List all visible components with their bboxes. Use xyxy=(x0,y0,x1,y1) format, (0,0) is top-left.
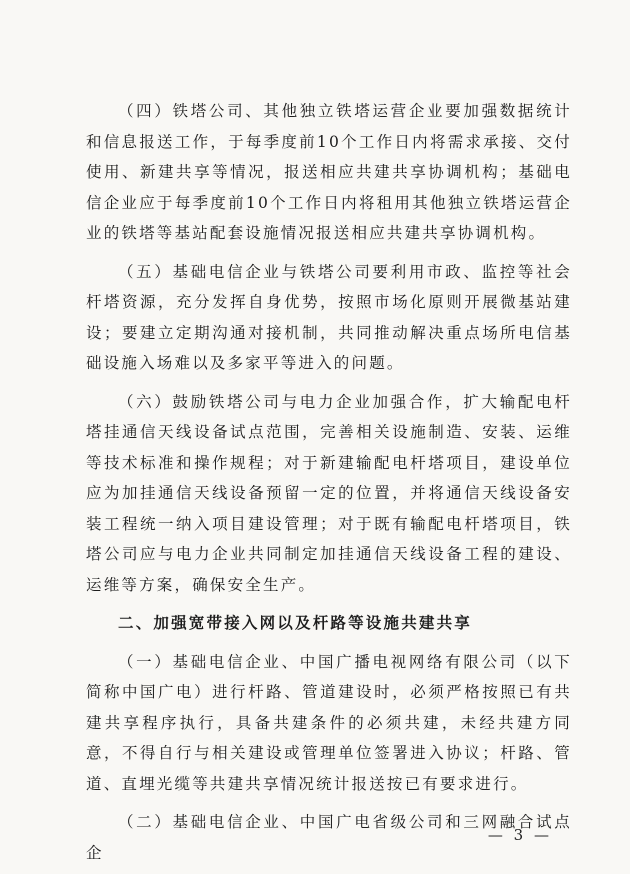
section-paragraph-2: （二）基础电信企业、中国广电省级公司和三网融合试点企 xyxy=(86,813,572,862)
paragraph-6: （六）鼓励铁塔公司与电力企业加强合作，扩大输配电杆塔挂通信天线设备试点范围，完善相关设施制造、安装、运维等技术标准和操作规程；对于新建输配电杆塔项目，建设单位应为加挂通信天线设备预留一定的位置，并将通信天线设备安装工程统一纳入项目建设管理；对于既有输配电杆塔项目，铁塔公司应与电力企业共同制定加挂通信天线设备工程的建设、运维等方案，确保安全生产。 xyxy=(86,392,572,594)
paragraph-4: （四）铁塔公司、其他独立铁塔运营企业要加强数据统计和信息报送工作，于每季度前10个工作日内将需求承接、交付使用、新建共享等情况，报送相应共建共享协调机构；基础电信企业应于每季度前10个工作日内将租用其他独立铁塔运营企业的铁塔等基站配套设施情况报送相应共建共享协调机构。 xyxy=(86,102,572,242)
page-number: — 3 — xyxy=(487,826,552,844)
section-paragraph-1: （一）基础电信企业、中国广播电视网络有限公司（以下简称中国广电）进行杆路、管道建设时，必须严格按照已有共建共享程序执行，具备共建条件的必须共建，未经共建方同意，不得自行与相关建设或管理单位签署进入协议；杆路、管道、直埋光缆等共建共享情况统计报送按已有要求进行。 xyxy=(86,652,572,793)
paragraph-5: （五）基础电信企业与铁塔公司要利用市政、监控等社会杆塔资源，充分发挥自身优势，按照市场化原则开展微基站建设；要建立定期沟通对接机制，共同推动解决重点场所电信基础设施入场难以及多家平等进入的问题。 xyxy=(86,262,572,372)
section-heading: 二、加强宽带接入网以及杆路等设施共建共享 xyxy=(118,614,473,632)
